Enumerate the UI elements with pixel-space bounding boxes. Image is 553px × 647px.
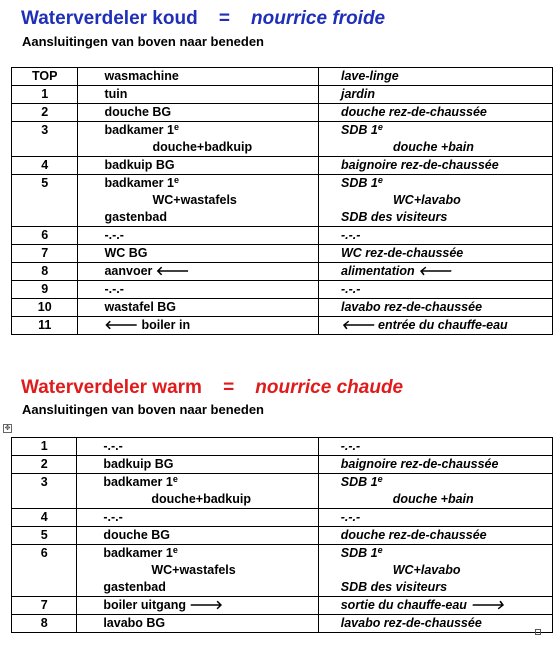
description-text: douche BG — [104, 105, 172, 119]
superscript: e — [172, 545, 178, 555]
warm-title — [21, 377, 403, 399]
french-description — [318, 456, 552, 474]
dutch-description — [78, 227, 319, 245]
dutch-description — [78, 175, 319, 227]
description-line — [104, 175, 318, 192]
description-line — [103, 438, 317, 455]
description-text: WC+wastafels — [151, 563, 236, 577]
table-row — [12, 227, 553, 245]
description-text: badkamer 1 — [104, 176, 174, 190]
connection-number: 3 — [12, 122, 78, 157]
connection-number: 9 — [12, 281, 78, 299]
dutch-description — [77, 474, 318, 509]
description-line — [341, 597, 552, 614]
dutch-description — [77, 527, 318, 545]
description-line — [341, 299, 552, 316]
description-line — [341, 438, 552, 455]
description-text: douche rez-de-chaussée — [341, 105, 487, 119]
description-text: douche +bain — [393, 140, 474, 154]
description-text: lavabo BG — [103, 616, 166, 630]
table-row — [12, 527, 553, 545]
description-line — [341, 579, 552, 596]
description-line — [104, 192, 318, 209]
description-line — [341, 122, 552, 139]
table-row — [12, 545, 553, 597]
description-line — [341, 104, 552, 121]
superscript: e — [377, 175, 383, 185]
french-description — [318, 527, 552, 545]
table-row — [12, 474, 553, 509]
french-description — [319, 157, 553, 175]
description-line — [103, 545, 317, 562]
description-line — [341, 86, 552, 103]
cold-title-nl: Waterverdeler koud — [21, 8, 198, 29]
french-description — [318, 509, 552, 527]
description-line — [103, 597, 317, 614]
description-text: WC BG — [104, 246, 148, 260]
dutch-description — [78, 104, 319, 122]
connection-number: 8 — [12, 615, 77, 633]
description-text: WC+wastafels — [152, 193, 237, 207]
warm-title-fr: nourrice chaude — [255, 377, 404, 398]
description-line — [341, 615, 552, 632]
dutch-description — [77, 615, 318, 633]
warm-table-body — [12, 438, 553, 633]
description-text: badkuip BG — [103, 457, 174, 471]
description-line — [104, 86, 318, 103]
description-text: WC+lavabo — [393, 193, 461, 207]
dutch-description — [78, 263, 319, 281]
french-description — [318, 474, 552, 509]
table-row — [12, 86, 553, 104]
description-text: lavabo rez-de-chaussée — [341, 300, 483, 314]
description-line — [104, 299, 318, 316]
connection-number: 2 — [12, 456, 77, 474]
description-line — [341, 139, 552, 156]
table-row — [12, 456, 553, 474]
french-description — [318, 615, 552, 633]
table-row — [12, 299, 553, 317]
description-text: douche+badkuip — [152, 140, 253, 154]
french-description — [319, 245, 553, 263]
description-text: gastenbad — [103, 580, 166, 594]
description-line — [104, 122, 318, 139]
description-line — [103, 474, 317, 491]
dutch-description — [78, 157, 319, 175]
dutch-description — [78, 122, 319, 157]
cold-connections-table — [11, 67, 553, 335]
connection-number: 4 — [12, 509, 77, 527]
description-text: -.-.- — [341, 282, 361, 296]
description-text: badkuip BG — [104, 158, 175, 172]
cold-title-equals: = — [218, 8, 230, 29]
description-text: douche BG — [103, 528, 170, 542]
description-text: lavabo rez-de-chaussée — [340, 616, 482, 630]
description-text: badkamer 1 — [104, 123, 174, 137]
description-text: boiler uitgang 🡒 — [103, 598, 223, 612]
dutch-description — [78, 245, 319, 263]
french-description — [319, 281, 553, 299]
description-line — [341, 491, 552, 508]
connection-number: TOP — [12, 68, 78, 86]
description-text: -.-.- — [103, 510, 123, 524]
description-line — [341, 175, 552, 192]
connection-number: 8 — [12, 263, 78, 281]
description-text: SDB 1 — [340, 475, 378, 489]
table-row — [12, 281, 553, 299]
table-row — [12, 438, 553, 456]
dutch-description — [78, 317, 319, 335]
move-handle-icon[interactable]: ✥ — [4, 425, 11, 432]
description-line — [341, 545, 552, 562]
description-text: -.-.- — [341, 228, 361, 242]
connection-number: 2 — [12, 104, 78, 122]
french-description — [318, 438, 552, 456]
dutch-description — [78, 86, 319, 104]
description-line — [103, 562, 317, 579]
table-row — [12, 68, 553, 86]
table-row — [12, 245, 553, 263]
description-line — [341, 562, 552, 579]
description-line — [341, 509, 552, 526]
connection-number: 6 — [12, 227, 78, 245]
table-row — [12, 104, 553, 122]
description-text: aanvoer 🡐 — [104, 264, 190, 278]
description-line — [103, 491, 317, 508]
description-line — [104, 281, 318, 298]
dutch-description — [78, 299, 319, 317]
connection-number: 4 — [12, 157, 78, 175]
description-text: SDB des visiteurs — [341, 210, 448, 224]
description-text: gastenbad — [104, 210, 167, 224]
dutch-description — [77, 509, 318, 527]
connection-number: 3 — [12, 474, 77, 509]
description-line — [341, 209, 552, 226]
description-line — [104, 245, 318, 262]
description-line — [104, 263, 318, 280]
description-text: WC+lavabo — [392, 563, 461, 577]
description-text: SDB 1 — [341, 123, 378, 137]
dutch-description — [77, 438, 318, 456]
description-line — [103, 509, 317, 526]
description-line — [104, 104, 318, 121]
description-text: wastafel BG — [104, 300, 177, 314]
table-row — [12, 615, 553, 633]
description-line — [341, 227, 552, 244]
table-row — [12, 175, 553, 227]
dutch-description — [78, 68, 319, 86]
description-line — [341, 157, 552, 174]
french-description — [319, 122, 553, 157]
description-line — [341, 474, 552, 491]
description-text: -.-.- — [104, 282, 124, 296]
description-line — [103, 527, 317, 544]
connection-number: 1 — [12, 86, 78, 104]
description-text: wasmachine — [104, 69, 179, 83]
cold-table-body — [12, 68, 553, 335]
description-text: SDB 1 — [341, 176, 378, 190]
connection-number: 11 — [12, 317, 78, 335]
connection-number: 1 — [12, 438, 77, 456]
french-description — [318, 597, 552, 615]
description-text: -.-.- — [340, 510, 361, 524]
superscript: e — [377, 122, 383, 132]
description-text: 🡐 boiler in — [104, 318, 191, 332]
description-line — [103, 615, 317, 632]
description-line — [104, 139, 318, 156]
description-line — [104, 317, 318, 334]
description-text: 🡐 entrée du chauffe-eau — [341, 318, 508, 332]
description-text: -.-.- — [104, 228, 124, 242]
dutch-description — [78, 281, 319, 299]
description-line — [341, 245, 552, 262]
connection-number: 5 — [12, 527, 77, 545]
description-text: baignoire rez-de-chaussée — [340, 457, 499, 471]
description-line — [104, 227, 318, 244]
french-description — [319, 86, 553, 104]
superscript: e — [377, 545, 383, 555]
dutch-description — [77, 456, 318, 474]
french-description — [319, 317, 553, 335]
french-description — [319, 299, 553, 317]
dutch-description — [77, 545, 318, 597]
description-text: tuin — [104, 87, 128, 101]
superscript: e — [173, 175, 179, 185]
description-text: sortie du chauffe-eau 🡒 — [340, 598, 504, 612]
description-text: douche +bain — [392, 492, 474, 506]
connection-number: 7 — [12, 597, 77, 615]
cold-title-fr: nourrice froide — [251, 8, 386, 29]
cold-title — [21, 8, 385, 30]
french-description — [319, 263, 553, 281]
table-row — [12, 122, 553, 157]
superscript: e — [172, 474, 178, 484]
description-line — [104, 157, 318, 174]
french-description — [318, 545, 552, 597]
description-text: WC rez-de-chaussée — [341, 246, 464, 260]
connection-number: 6 — [12, 545, 77, 597]
warm-subtitle: Aansluitingen van boven naar beneden — [22, 402, 264, 417]
description-text: alimentation 🡐 — [341, 264, 452, 278]
description-line — [341, 317, 552, 334]
table-row — [12, 263, 553, 281]
description-text: -.-.- — [340, 439, 361, 453]
french-description — [319, 104, 553, 122]
description-line — [341, 263, 552, 280]
cold-subtitle: Aansluitingen van boven naar beneden — [22, 34, 264, 49]
description-line — [341, 281, 552, 298]
description-text: SDB des visiteurs — [340, 580, 448, 594]
connection-number: 7 — [12, 245, 78, 263]
description-line — [341, 456, 552, 473]
description-text: badkamer 1 — [103, 475, 173, 489]
table-row — [12, 157, 553, 175]
description-line — [341, 68, 552, 85]
superscript: e — [173, 122, 179, 132]
table-row — [12, 317, 553, 335]
description-line — [104, 68, 318, 85]
table-row — [12, 509, 553, 527]
warm-connections-table — [11, 437, 553, 633]
description-line — [104, 209, 318, 226]
dutch-description — [77, 597, 318, 615]
resize-handle-icon[interactable] — [535, 629, 541, 635]
description-text: lave-linge — [341, 69, 399, 83]
superscript: e — [377, 474, 383, 484]
connection-number: 10 — [12, 299, 78, 317]
description-text: -.-.- — [103, 439, 123, 453]
french-description — [319, 68, 553, 86]
description-text: badkamer 1 — [103, 546, 173, 560]
warm-title-equals: = — [223, 377, 235, 398]
connection-number: 5 — [12, 175, 78, 227]
description-line — [103, 579, 317, 596]
description-text: SDB 1 — [340, 546, 378, 560]
table-row — [12, 597, 553, 615]
description-text: douche rez-de-chaussée — [340, 528, 487, 542]
description-text: jardin — [341, 87, 376, 101]
description-line — [103, 456, 317, 473]
description-text: douche+badkuip — [151, 492, 251, 506]
french-description — [319, 227, 553, 245]
warm-title-nl: Waterverdeler warm — [21, 377, 202, 398]
french-description — [319, 175, 553, 227]
description-line — [341, 192, 552, 209]
description-line — [341, 527, 552, 544]
description-text: baignoire rez-de-chaussée — [341, 158, 499, 172]
